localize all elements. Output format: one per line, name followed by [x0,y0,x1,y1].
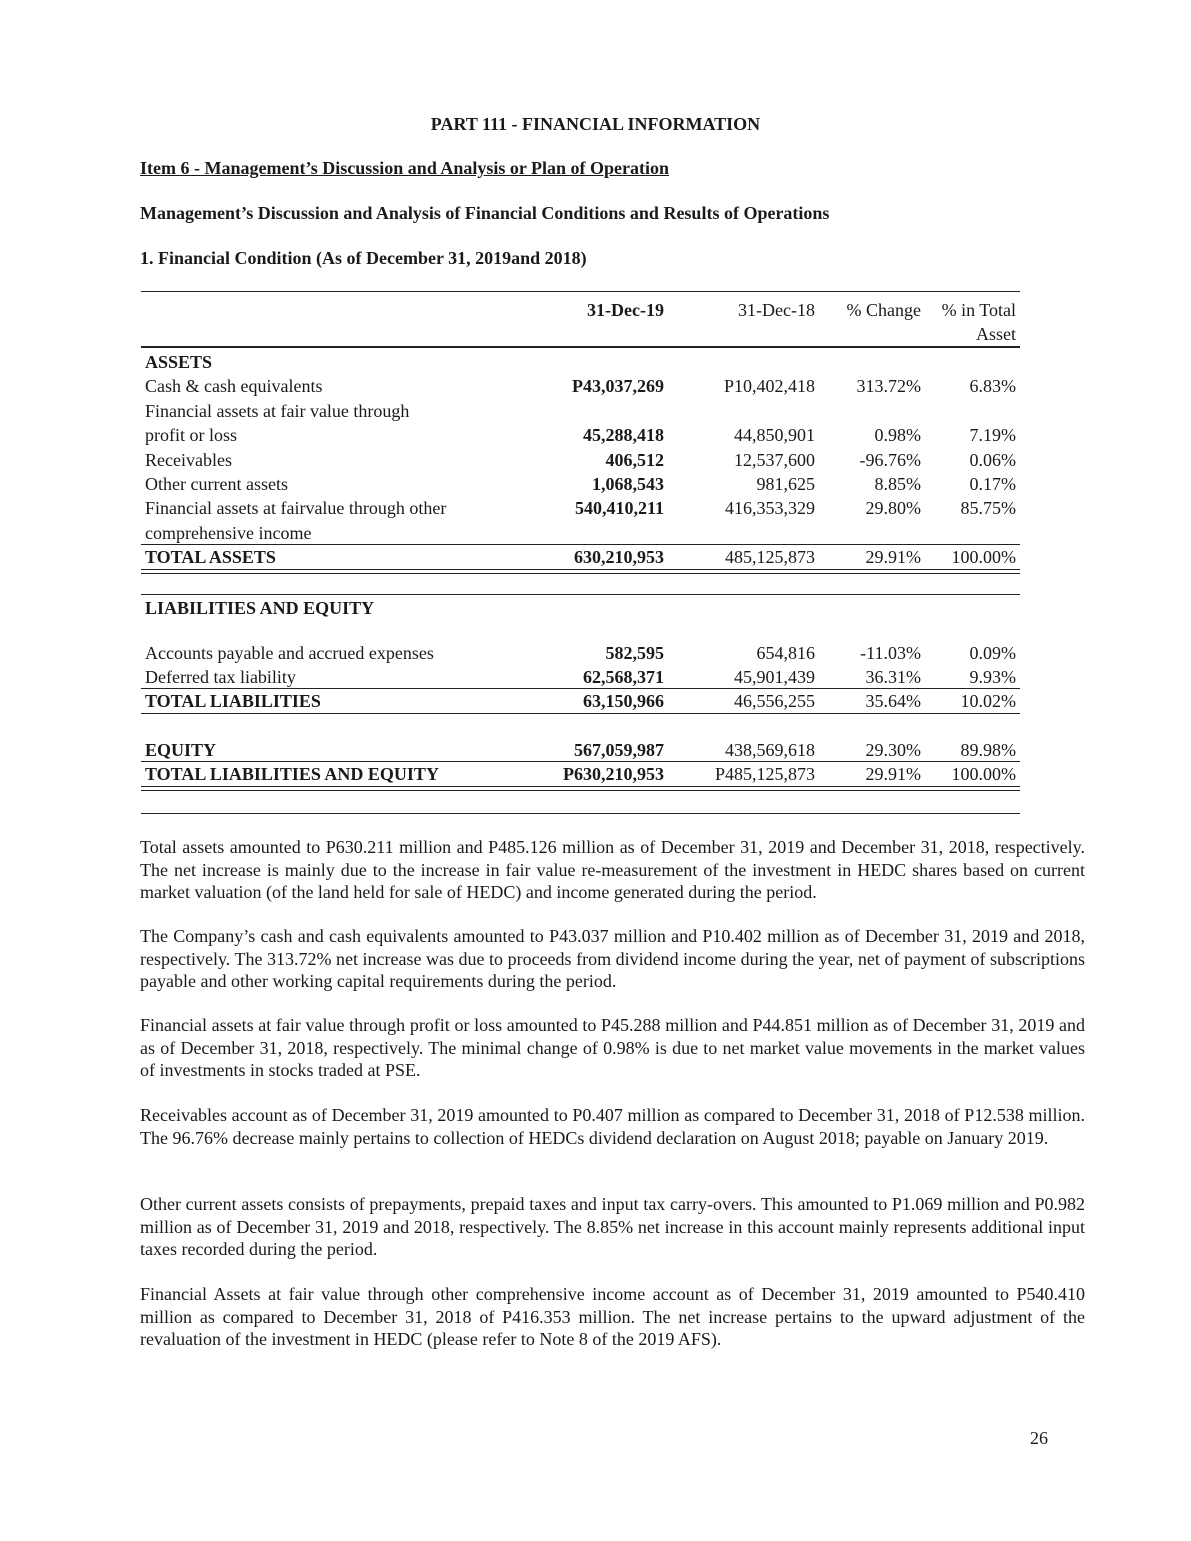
row-pct: 9.93% [969,667,1016,687]
row-label: Receivables [145,450,232,470]
total-le-v18: P485,125,873 [714,764,815,784]
row-v18: 416,353,329 [725,498,815,518]
item-title: Item 6 - Management’s Discussion and Analysis or Plan of Operation [140,158,670,178]
row-pct: 6.83% [969,376,1016,396]
total-le-change: 29.91% [865,764,921,784]
paragraph-cash: The Company’s cash and cash equivalents amounted to P43.037 million and P10.402 million as of December 31, 2019 and 2018, respectively. The 313.72% net increase was due to proceeds from dividend income during the year, net of payment of subscriptions payable and other working capital requirements during the period. [140,926,1085,991]
table-row [0,521,1191,545]
row-change: 8.85% [874,474,921,494]
table-header-row [0,298,1191,322]
total-assets-double-rule [141,569,1020,574]
equity-label: EQUITY [145,740,217,760]
total-liabilities-change: 35.64% [865,691,921,711]
row-label: profit or loss [145,425,237,445]
part-title: PART 111 - FINANCIAL INFORMATION [430,114,761,134]
row-pct: 85.75% [960,498,1016,518]
paragraph-other-current: Other current assets consists of prepayments, prepaid taxes and input tax carry-overs. This amounted to P1.069 million and P0.982 million as of December 31, 2019 and 2018, respectively. The 8.85% net increase in this account mainly represents additional input taxes recorded during the period. [140,1194,1085,1259]
total-liabilities-row [0,689,1191,713]
page-number: 26 [1030,1428,1048,1448]
header-dec18: 31-Dec-18 [738,300,815,320]
row-pct: 0.09% [969,643,1016,663]
equity-pct: 89.98% [960,740,1016,760]
row-label: Financial assets at fairvalue through other [145,498,447,518]
header-pct-total: % in Total [941,300,1016,320]
table-top-rule [141,291,1020,292]
row-v18: 981,625 [756,474,815,494]
total-assets-pct: 100.00% [951,547,1016,567]
total-assets-v19: 630,210,953 [574,547,664,567]
header-rule [141,346,1020,348]
total-liabilities-rule [141,713,1020,714]
total-assets-v18: 485,125,873 [725,547,815,567]
total-assets-change: 29.91% [865,547,921,567]
total-le-v19: P630,210,953 [563,764,664,784]
row-label: Other current assets [145,474,288,494]
header-change: % Change [846,300,921,320]
financial-condition-title: 1. Financial Condition (As of December 31, 2019and 2018) [140,248,587,268]
row-change: 29.80% [865,498,921,518]
paragraph-fvtpl: Financial assets at fair value through profit or loss amounted to P45.288 million and P44.851 million as of December 31, 2019 and as of December 31, 2018, respectively. The minimal change of 0.98% is due to net market value movements in the market values of investments in stocks traded at PSE. [140,1015,1085,1080]
liabilities-top-rule [141,594,1020,595]
row-change: 313.72% [856,376,921,396]
table-row [0,423,1191,447]
total-le-double-rule [141,786,1020,791]
table-row [0,665,1191,689]
row-label: Financial assets at fair value through [145,401,410,421]
paragraph-receivables: Receivables account as of December 31, 2019 amounted to P0.407 million as compared to December 31, 2018 of P12.538 million. The 96.76% decrease mainly pertains to collection of HEDCs dividend declaration on August 2018; payable on January 2019. [140,1105,1085,1148]
row-change: 36.31% [865,667,921,687]
row-v18: 12,537,600 [734,450,815,470]
table-row [0,448,1191,472]
paragraph-fvoci: Financial Assets at fair value through other comprehensive income account as of December 31, 2019 amounted to P540.410 million as compared to December 31, 2018 of P416.353 million. The net increase pertains to the upward adjustment of the revaluation of the investment in HEDC (please refer to Note 8 of the 2019 AFS). [140,1284,1085,1349]
table-row [0,472,1191,496]
equity-v19: 567,059,987 [574,740,664,760]
assets-heading: ASSETS [145,352,213,372]
row-label: Cash & cash equivalents [145,376,323,396]
row-v19: 1,068,543 [592,474,664,494]
liabilities-heading: LIABILITIES AND EQUITY [145,598,375,618]
table-header-row-2 [0,322,1191,346]
row-v18: P10,402,418 [723,376,815,396]
total-assets-row [0,545,1191,569]
row-v19: P43,037,269 [572,376,664,396]
total-le-label: TOTAL LIABILITIES AND EQUITY [145,764,439,784]
row-pct: 0.17% [969,474,1016,494]
total-liabilities-label: TOTAL LIABILITIES [145,691,321,711]
total-liabilities-pct: 10.02% [960,691,1016,711]
table-bottom-rule [141,813,1020,814]
total-assets-label: TOTAL ASSETS [145,547,276,567]
row-label: Deferred tax liability [145,667,296,687]
row-label: Accounts payable and accrued expenses [145,643,434,663]
table-row [0,641,1191,665]
row-v18: 45,901,439 [734,667,815,687]
row-change: 0.98% [874,425,921,445]
header-dec19: 31-Dec-19 [587,300,664,320]
mda-title: Management’s Discussion and Analysis of Financial Conditions and Results of Operations [140,203,830,223]
equity-v18: 438,569,618 [725,740,815,760]
row-label: comprehensive income [145,523,312,543]
table-row [0,399,1191,423]
paragraph-total-assets: Total assets amounted to P630.211 million and P485.126 million as of December 31, 2019 and December 31, 2018, respectively. The net increase is mainly due to the increase in fair value re-measurement of the investment in HEDC shares based on current market valuation (of the land held for sale of HEDC) and income generated during the period. [140,837,1085,902]
total-liabilities-v19: 63,150,966 [583,691,664,711]
header-pct-total-2: Asset [976,324,1016,344]
assets-heading-row [0,350,1191,374]
row-v19: 45,288,418 [583,425,664,445]
row-v19: 62,568,371 [583,667,664,687]
row-v18: 44,850,901 [734,425,815,445]
row-change: -96.76% [859,450,921,470]
total-liabilities-v18: 46,556,255 [734,691,815,711]
table-row [0,374,1191,398]
total-le-pct: 100.00% [951,764,1016,784]
row-v19: 540,410,211 [574,498,664,518]
row-v19: 406,512 [605,450,664,470]
row-change: -11.03% [860,643,921,663]
liabilities-heading-row [0,596,1191,620]
row-v18: 654,816 [756,643,815,663]
row-v19: 582,595 [605,643,664,663]
row-pct: 0.06% [969,450,1016,470]
equity-change: 29.30% [865,740,921,760]
total-le-row [0,762,1191,786]
equity-row [0,738,1191,762]
table-row [0,496,1191,520]
row-pct: 7.19% [969,425,1016,445]
